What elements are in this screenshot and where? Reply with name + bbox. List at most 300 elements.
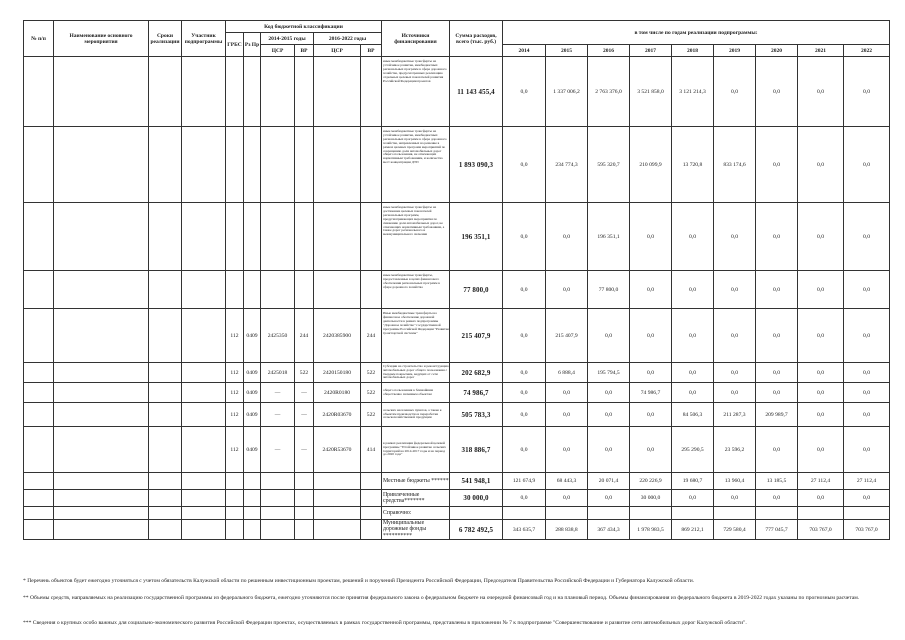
cell-source: иные межбюджетные трансферты на устойчивое развитие, межбюджетных региональных программ в сфере дорожного хозяйства, предусмотренных реализацию отдельных целевых показателей развития Российской Федерации проектов (382, 57, 450, 127)
cell-source: Иные межбюджетные трансферты на финансовое обеспечение дорожной деятельности в рамках подпрограммы "Дорожное хозяйство" государственной программы Российской Федерации "Развитие транспортной системы" (382, 309, 450, 363)
cell-rzpr (244, 203, 261, 271)
cell-grbs: 112 (226, 383, 244, 403)
cell-total: 202 682,9 (450, 363, 503, 383)
cell-vr-2014 (295, 507, 314, 520)
cell-vr-2016 (361, 473, 382, 490)
cell-num (24, 507, 54, 520)
cell-year-2016: 367 434,3 (588, 520, 630, 540)
cell-year-2018: 19 680,7 (672, 473, 714, 490)
cell-activity (54, 309, 149, 363)
table-row (24, 427, 890, 473)
footnote-3: *** Сведения о крупных особо важных для социально-экономического развития Российской Федерации проектах, осуществляемых в рамках государственной программы, представлены в приложении № 7 к подпрограмме "Совершенствование и развитие сети автомобильных дорог Калужской области". (23, 620, 747, 626)
cell-year-2014: 121 674,9 (503, 473, 546, 490)
cell-csr-2016 (314, 520, 361, 540)
cell-year-2021: 0,0 (798, 271, 844, 309)
cell-year-2018: 13 720,8 (672, 127, 714, 203)
cell-year-2018: 0,0 (672, 383, 714, 403)
cell-year-2018: 0,0 (672, 203, 714, 271)
cell-participant (182, 363, 226, 383)
cell-year-2022: 0,0 (844, 127, 890, 203)
header-csr: ЦСР (314, 45, 361, 57)
cell-year-2014: 0,0 (503, 57, 546, 127)
header-rzpr: Рз Пр (244, 33, 261, 57)
cell-year-2014: 0,0 (503, 127, 546, 203)
cell-year-2020: 777 045,7 (756, 520, 798, 540)
cell-participant (182, 427, 226, 473)
cell-deadline (149, 520, 182, 540)
cell-year-2020 (756, 507, 798, 520)
cell-year-2021: 0,0 (798, 57, 844, 127)
cell-vr-2014: — (295, 427, 314, 473)
cell-num (24, 309, 54, 363)
header-budget-code: Код бюджетной классификации (226, 21, 382, 33)
cell-source: сельских населенных пунктов, а также к объектам производства и переработки сельскохозяйственной продукции (382, 403, 450, 427)
cell-csr-2014 (261, 203, 295, 271)
header-csr: ЦСР (261, 45, 295, 57)
header-num: № п/п (24, 21, 54, 57)
cell-csr-2016 (314, 507, 361, 520)
budget-table (23, 20, 890, 540)
cell-total: 74 986,7 (450, 383, 503, 403)
cell-deadline (149, 403, 182, 427)
cell-grbs (226, 473, 244, 490)
cell-num (24, 363, 54, 383)
cell-year-2021: 27 112,4 (798, 473, 844, 490)
cell-activity (54, 520, 149, 540)
cell-participant (182, 271, 226, 309)
cell-year-2017: 0,0 (630, 309, 672, 363)
cell-year-2016: 0,0 (588, 427, 630, 473)
cell-csr-2014: — (261, 427, 295, 473)
cell-deadline (149, 383, 182, 403)
cell-year-2021: 0,0 (798, 127, 844, 203)
cell-grbs: 112 (226, 309, 244, 363)
header-participant: Участник подпрограммы (182, 21, 226, 57)
cell-vr-2016: 244 (361, 309, 382, 363)
cell-source: Субсидии на строительство и реконструкцию автомобильных дорог общего пользования с твердым покрытием, ведущих от сети автомобильных дорог (382, 363, 450, 383)
cell-year-2020: 209 989,7 (756, 403, 798, 427)
table-row (24, 363, 890, 383)
cell-year-2020: 0,0 (756, 363, 798, 383)
header-vr: ВР (295, 45, 314, 57)
cell-deadline (149, 203, 182, 271)
cell-vr-2016: 522 (361, 363, 382, 383)
cell-activity (54, 473, 149, 490)
cell-activity (54, 403, 149, 427)
cell-rzpr (244, 271, 261, 309)
cell-csr-2014: — (261, 403, 295, 427)
cell-year-2019: 0,0 (714, 309, 756, 363)
cell-year-2021: 0,0 (798, 363, 844, 383)
cell-year-2014: 343 635,7 (503, 520, 546, 540)
cell-participant (182, 507, 226, 520)
cell-year-2017: 0,0 (630, 427, 672, 473)
cell-grbs: 112 (226, 403, 244, 427)
cell-year-2020: 0,0 (756, 57, 798, 127)
cell-year-2019: 0,0 (714, 271, 756, 309)
cell-year-2017: 0,0 (630, 363, 672, 383)
cell-vr-2014: 244 (295, 309, 314, 363)
cell-year-2014: 0,0 (503, 309, 546, 363)
cell-year-2020: 0,0 (756, 309, 798, 363)
cell-participant (182, 403, 226, 427)
cell-source: Муниципальные дорожные фонды ********** (382, 520, 450, 540)
header-year-2021: 2021 (798, 45, 844, 57)
cell-year-2017: 74 986,7 (630, 383, 672, 403)
cell-year-2019: 0,0 (714, 57, 756, 127)
cell-year-2015: 6 888,4 (546, 363, 588, 383)
cell-year-2019: 0,0 (714, 490, 756, 507)
cell-activity (54, 383, 149, 403)
cell-total (450, 507, 503, 520)
footnote-2: ** Объемы средств, направляемых на реализацию государственной программы из федерального бюджета, ежегодно уточняются после принятия федерального закона о федеральном бюджете на очередной финансовый год и на плановый период. Объемы финансирования из федерального бюджета в 2019-2022 годах указаны по прогнозным расчетам. (23, 595, 860, 601)
cell-year-2022: 703 767,0 (844, 520, 890, 540)
cell-deadline (149, 363, 182, 383)
cell-deadline (149, 309, 182, 363)
cell-year-2017: 0,0 (630, 403, 672, 427)
cell-vr-2014: — (295, 403, 314, 427)
cell-num (24, 403, 54, 427)
header-year-2014: 2014 (503, 45, 546, 57)
cell-rzpr (244, 507, 261, 520)
cell-year-2022: 27 112,4 (844, 473, 890, 490)
cell-num (24, 127, 54, 203)
cell-year-2017: 3 521 858,0 (630, 57, 672, 127)
cell-year-2020: 0,0 (756, 427, 798, 473)
cell-year-2015: 234 774,3 (546, 127, 588, 203)
header-year-2015: 2015 (546, 45, 588, 57)
cell-participant (182, 490, 226, 507)
header-vr: ВР (361, 45, 382, 57)
cell-num (24, 271, 54, 309)
cell-activity (54, 203, 149, 271)
cell-year-2019: 833 174,6 (714, 127, 756, 203)
cell-activity (54, 507, 149, 520)
cell-rzpr: 0409 (244, 427, 261, 473)
cell-activity (54, 490, 149, 507)
cell-year-2020: 0,0 (756, 203, 798, 271)
cell-vr-2014 (295, 473, 314, 490)
cell-grbs (226, 127, 244, 203)
table-row (24, 271, 890, 309)
cell-vr-2016: 414 (361, 427, 382, 473)
cell-source: Местные бюджеты ****** (382, 473, 450, 490)
cell-year-2015 (546, 507, 588, 520)
cell-total: 196 351,1 (450, 203, 503, 271)
cell-csr-2014 (261, 57, 295, 127)
cell-year-2021: 0,0 (798, 427, 844, 473)
cell-year-2022: 0,0 (844, 57, 890, 127)
cell-csr-2014 (261, 520, 295, 540)
cell-year-2022 (844, 507, 890, 520)
cell-total: 11 143 455,4 (450, 57, 503, 127)
cell-deadline (149, 490, 182, 507)
cell-vr-2014: — (295, 383, 314, 403)
cell-deadline (149, 427, 182, 473)
cell-grbs (226, 57, 244, 127)
cell-year-2021: 0,0 (798, 309, 844, 363)
cell-year-2019: 0,0 (714, 383, 756, 403)
cell-participant (182, 473, 226, 490)
cell-year-2015: 1 337 006,2 (546, 57, 588, 127)
cell-year-2016: 0,0 (588, 309, 630, 363)
cell-source: общего пользования к ближайшим общественно значимым объектам (382, 383, 450, 403)
cell-year-2019: 0,0 (714, 363, 756, 383)
cell-year-2016: 595 320,7 (588, 127, 630, 203)
cell-year-2022: 0,0 (844, 203, 890, 271)
cell-vr-2014 (295, 520, 314, 540)
cell-participant (182, 309, 226, 363)
cell-year-2019: 23 596,2 (714, 427, 756, 473)
cell-vr-2014 (295, 203, 314, 271)
header-year-2016: 2016 (588, 45, 630, 57)
cell-source: иные межбюджетные трансферты на достижение целевых показателей региональных программ, предусматривающих мероприятия по снижению доли автомобильных дорог, не отвечающих нормативным требованиям, а также дорог регионального и межмуниципального значения (382, 203, 450, 271)
cell-num (24, 57, 54, 127)
table-row (24, 57, 890, 127)
cell-year-2016: 0,0 (588, 490, 630, 507)
cell-csr-2014 (261, 271, 295, 309)
cell-csr-2014 (261, 490, 295, 507)
cell-participant (182, 127, 226, 203)
cell-year-2022: 0,0 (844, 309, 890, 363)
cell-year-2017: 210 099,9 (630, 127, 672, 203)
cell-year-2018: 0,0 (672, 309, 714, 363)
cell-year-2016: 195 794,5 (588, 363, 630, 383)
cell-year-2016: 2 763 376,0 (588, 57, 630, 127)
cell-participant (182, 520, 226, 540)
cell-year-2018: 84 506,3 (672, 403, 714, 427)
cell-year-2015: 0,0 (546, 271, 588, 309)
cell-rzpr (244, 473, 261, 490)
cell-csr-2016 (314, 473, 361, 490)
cell-vr-2014 (295, 57, 314, 127)
cell-year-2019: 0,0 (714, 203, 756, 271)
header-year-2017: 2017 (630, 45, 672, 57)
cell-vr-2016 (361, 520, 382, 540)
cell-deadline (149, 507, 182, 520)
cell-year-2014: 0,0 (503, 271, 546, 309)
header-year-2018: 2018 (672, 45, 714, 57)
cell-year-2016: 77 800,0 (588, 271, 630, 309)
cell-deadline (149, 127, 182, 203)
header-grbs: ГРБС (226, 33, 244, 57)
cell-csr-2016 (314, 203, 361, 271)
cell-csr-2016: 2420R0180 (314, 383, 361, 403)
cell-num (24, 427, 54, 473)
cell-source: в рамках реализации федеральной целевой программы "Устойчивое развитие сельских территорий на 2014-2017 годы и на период до 2020 года" (382, 427, 450, 473)
cell-year-2017: 1 978 983,5 (630, 520, 672, 540)
cell-total: 1 893 090,3 (450, 127, 503, 203)
cell-year-2017: 0,0 (630, 203, 672, 271)
cell-year-2014: 0,0 (503, 427, 546, 473)
header-source: Источники финансирования (382, 21, 450, 57)
cell-year-2018: 3 121 214,3 (672, 57, 714, 127)
cell-source: иные межбюджетные трансферты на устойчивое развитие, межбюджетных региональных программ в сфере дорожного хозяйства, направленных на решение в рамках целевых программ мероприятий по сокращению доли автомобильных дорог общего пользования, не отвечающих нормативным требованиям, и количества мест концентрации ДТП (382, 127, 450, 203)
cell-year-2015: 0,0 (546, 403, 588, 427)
header-year-2022: 2022 (844, 45, 890, 57)
cell-vr-2016: 522 (361, 383, 382, 403)
cell-csr-2014: — (261, 383, 295, 403)
cell-rzpr: 0409 (244, 383, 261, 403)
cell-source: Привлеченные средства******* (382, 490, 450, 507)
cell-year-2016: 20 071,4 (588, 473, 630, 490)
header-year-2020: 2020 (756, 45, 798, 57)
cell-year-2017: 220 226,9 (630, 473, 672, 490)
cell-year-2021: 0,0 (798, 490, 844, 507)
footnote-1: * Перечень объектов будет ежегодно уточняться с учетом обязательств Калужской области по решенным инвестиционным проектам, решений и поручений Президента Российской Федерации, Председателя Правительства Российской Федерации и Губернатора Калужской области. (23, 578, 695, 584)
cell-year-2022: 0,0 (844, 490, 890, 507)
cell-year-2020: 13 185,5 (756, 473, 798, 490)
cell-year-2018: 869 212,1 (672, 520, 714, 540)
cell-year-2015: 0,0 (546, 427, 588, 473)
cell-year-2014: 0,0 (503, 490, 546, 507)
cell-csr-2014 (261, 473, 295, 490)
header-total: Сумма расходов, всего (тыс. руб.) (450, 21, 503, 57)
cell-rzpr (244, 520, 261, 540)
cell-year-2015: 0,0 (546, 203, 588, 271)
cell-participant (182, 203, 226, 271)
cell-vr-2016 (361, 507, 382, 520)
cell-total: 541 948,1 (450, 473, 503, 490)
cell-participant (182, 57, 226, 127)
cell-vr-2016 (361, 271, 382, 309)
cell-deadline (149, 271, 182, 309)
cell-total: 505 783,3 (450, 403, 503, 427)
cell-year-2015: 288 838,8 (546, 520, 588, 540)
header-year-2019: 2019 (714, 45, 756, 57)
cell-activity (54, 57, 149, 127)
cell-csr-2014: 2425350 (261, 309, 295, 363)
cell-vr-2014 (295, 127, 314, 203)
cell-year-2018: 0,0 (672, 363, 714, 383)
cell-year-2017: 30 000,0 (630, 490, 672, 507)
cell-year-2020: 0,0 (756, 127, 798, 203)
cell-year-2022: 0,0 (844, 383, 890, 403)
cell-year-2020: 0,0 (756, 271, 798, 309)
cell-year-2021: 703 767,0 (798, 520, 844, 540)
cell-participant (182, 383, 226, 403)
cell-grbs (226, 271, 244, 309)
cell-total: 6 782 492,5 (450, 520, 503, 540)
cell-activity (54, 271, 149, 309)
cell-num (24, 383, 54, 403)
cell-year-2021: 0,0 (798, 403, 844, 427)
cell-csr-2016 (314, 490, 361, 507)
table-row (24, 403, 890, 427)
cell-year-2016: 0,0 (588, 383, 630, 403)
cell-total: 77 800,0 (450, 271, 503, 309)
cell-total: 30 000,0 (450, 490, 503, 507)
table-row (24, 490, 890, 507)
cell-vr-2014: 522 (295, 363, 314, 383)
header-deadline: Сроки реализации (149, 21, 182, 57)
cell-grbs (226, 507, 244, 520)
cell-csr-2014 (261, 127, 295, 203)
cell-year-2014 (503, 507, 546, 520)
cell-year-2022: 0,0 (844, 403, 890, 427)
cell-year-2019: 729 580,4 (714, 520, 756, 540)
cell-year-2018 (672, 507, 714, 520)
cell-num (24, 490, 54, 507)
table-row (24, 473, 890, 490)
cell-year-2017: 0,0 (630, 271, 672, 309)
cell-year-2017 (630, 507, 672, 520)
cell-num (24, 473, 54, 490)
table-row (24, 127, 890, 203)
cell-vr-2016 (361, 490, 382, 507)
cell-vr-2014 (295, 271, 314, 309)
cell-year-2014: 0,0 (503, 363, 546, 383)
cell-csr-2014 (261, 507, 295, 520)
cell-num (24, 203, 54, 271)
cell-grbs (226, 203, 244, 271)
cell-year-2015: 215 407,9 (546, 309, 588, 363)
cell-year-2018: 295 290,5 (672, 427, 714, 473)
cell-activity (54, 363, 149, 383)
cell-year-2019: 211 287,3 (714, 403, 756, 427)
cell-year-2016 (588, 507, 630, 520)
cell-year-2019 (714, 507, 756, 520)
cell-year-2022: 0,0 (844, 271, 890, 309)
header-activity-name: Наименование основного мероприятия (54, 21, 149, 57)
cell-rzpr (244, 490, 261, 507)
cell-year-2015: 68 443,3 (546, 473, 588, 490)
header-period-2014-2015: 2014-2015 годы (261, 33, 314, 45)
cell-year-2021: 0,0 (798, 203, 844, 271)
header-period-2016-2022: 2016-2022 годы (314, 33, 382, 45)
cell-rzpr (244, 57, 261, 127)
cell-grbs: 112 (226, 363, 244, 383)
cell-vr-2016 (361, 203, 382, 271)
cell-year-2016: 196 351,1 (588, 203, 630, 271)
cell-year-2022: 0,0 (844, 427, 890, 473)
cell-grbs (226, 520, 244, 540)
cell-year-2020: 0,0 (756, 383, 798, 403)
cell-csr-2016 (314, 57, 361, 127)
cell-csr-2016 (314, 127, 361, 203)
header-years-group: в том числе по годам реализации подпрограммы: (503, 21, 890, 45)
table-row (24, 309, 890, 363)
cell-csr-2016: 2420385900 (314, 309, 361, 363)
cell-csr-2016 (314, 271, 361, 309)
cell-rzpr: 0409 (244, 363, 261, 383)
cell-rzpr (244, 127, 261, 203)
cell-num (24, 520, 54, 540)
cell-year-2021: 0,0 (798, 383, 844, 403)
table-row (24, 520, 890, 540)
cell-activity (54, 127, 149, 203)
cell-deadline (149, 57, 182, 127)
cell-year-2014: 0,0 (503, 203, 546, 271)
cell-vr-2016: 522 (361, 403, 382, 427)
cell-total: 215 407,9 (450, 309, 503, 363)
cell-year-2019: 13 960,4 (714, 473, 756, 490)
cell-year-2018: 0,0 (672, 271, 714, 309)
cell-activity (54, 427, 149, 473)
cell-deadline (149, 473, 182, 490)
cell-year-2014: 0,0 (503, 383, 546, 403)
cell-year-2018: 0,0 (672, 490, 714, 507)
cell-year-2016: 0,0 (588, 403, 630, 427)
cell-rzpr: 0409 (244, 403, 261, 427)
table-row (24, 507, 890, 520)
cell-year-2015: 0,0 (546, 383, 588, 403)
cell-vr-2016 (361, 57, 382, 127)
cell-year-2015: 0,0 (546, 490, 588, 507)
cell-rzpr: 0409 (244, 309, 261, 363)
cell-year-2014: 0,0 (503, 403, 546, 427)
cell-vr-2014 (295, 490, 314, 507)
